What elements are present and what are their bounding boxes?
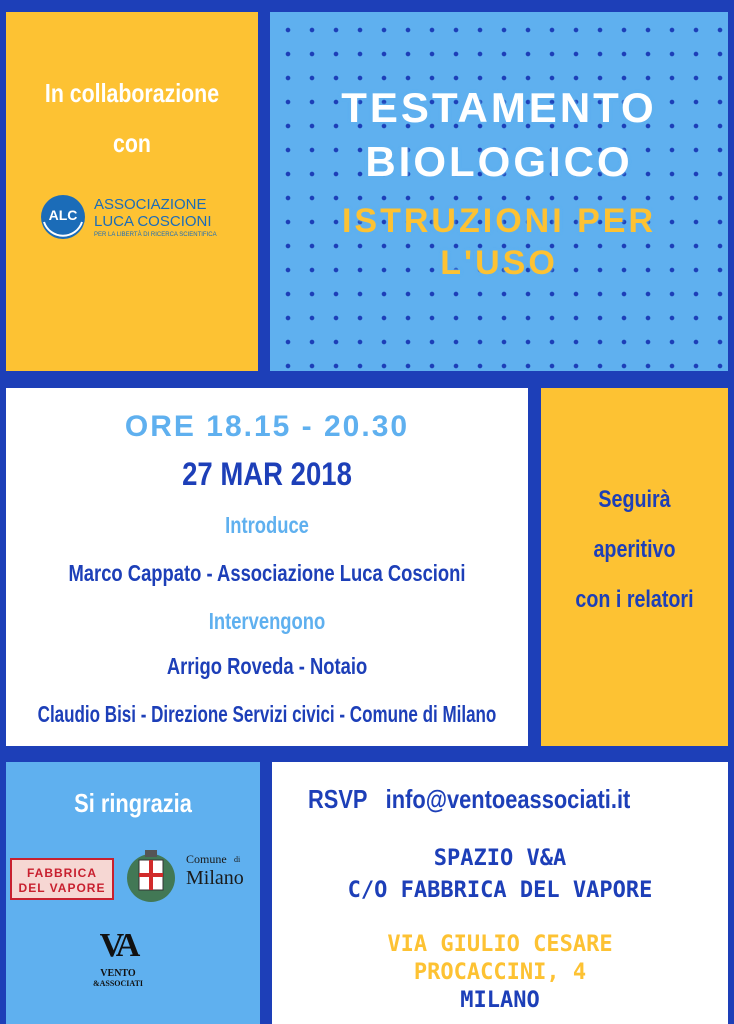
milano-crest-icon: [124, 846, 178, 906]
aperitivo-panel: [541, 388, 728, 746]
vento-assoc: &ASSOCIATI: [92, 979, 144, 988]
title-line1: TESTAMENTO: [341, 84, 657, 131]
comune-di-milano-logo: [124, 846, 254, 906]
vento-name: VENTO: [100, 968, 136, 979]
comune-city: Milano: [186, 867, 244, 889]
thanks-panel: [6, 762, 260, 1024]
title-panel: [270, 12, 728, 371]
alc-logo-mark: ALC: [48, 207, 78, 223]
rsvp-line: [308, 784, 644, 815]
city: MILANO: [460, 988, 540, 1013]
introduce-label: Introduce: [225, 512, 309, 538]
aperitivo-line1: Seguirà: [598, 486, 671, 513]
event-time: ORE 18.15 - 20.30: [124, 410, 410, 443]
rsvp-panel: [272, 762, 728, 1024]
fabbrica-logo-line2: DEL VAPORE: [18, 881, 106, 895]
luca-coscioni-logo: [38, 192, 238, 252]
speakers-label: Intervengono: [208, 608, 326, 634]
vento-associati-logo: [86, 928, 150, 998]
subtitle-line1: ISTRUZIONI PER: [341, 202, 657, 240]
vento-mark-icon: VA: [99, 927, 137, 964]
comune-di: di: [234, 855, 241, 864]
speaker-1: Arrigo Roveda - Notaio: [166, 653, 368, 679]
collab-text-line1: In collaborazione: [44, 78, 220, 108]
aperitivo-line2: aperitivo: [593, 536, 676, 563]
introducer-name: Marco Cappato - Associazione Luca Coscioni: [68, 560, 466, 586]
venue-line2: C/O FABBRICA DEL VAPORE: [347, 878, 653, 903]
title-line2: BIOLOGICO: [365, 138, 633, 185]
address-line2: PROCACCINI, 4: [413, 960, 587, 985]
address-line1: VIA GIULIO CESARE: [387, 932, 613, 957]
alc-logo-name1: ASSOCIAZIONE: [94, 196, 207, 213]
venue-line1: SPAZIO V&A: [433, 846, 567, 871]
subtitle-line2: L'USO: [440, 244, 558, 282]
event-date: 27 MAR 2018: [182, 456, 352, 492]
thanks-label: Si ringrazia: [74, 788, 192, 818]
aperitivo-line3: con i relatori: [575, 586, 694, 613]
speaker-2: Claudio Bisi - Direzione Servizi civici - Comune di Milano: [37, 701, 497, 727]
collaboration-panel: [6, 12, 258, 371]
collab-text-line2: con: [113, 128, 151, 158]
alc-logo-name2: LUCA COSCIONI: [94, 213, 212, 230]
rsvp-email-link[interactable]: info@ventoeassociati.it: [385, 784, 631, 814]
fabbrica-logo-line1: FABBRICA: [27, 866, 97, 880]
event-info-panel: [6, 388, 528, 746]
rsvp-label: RSVP: [308, 784, 368, 814]
alc-logo-tagline: PER LA LIBERTÀ DI RICERCA SCIENTIFICA: [94, 232, 217, 238]
comune-small: Comune: [186, 852, 227, 866]
fabbrica-del-vapore-logo: [10, 858, 114, 900]
